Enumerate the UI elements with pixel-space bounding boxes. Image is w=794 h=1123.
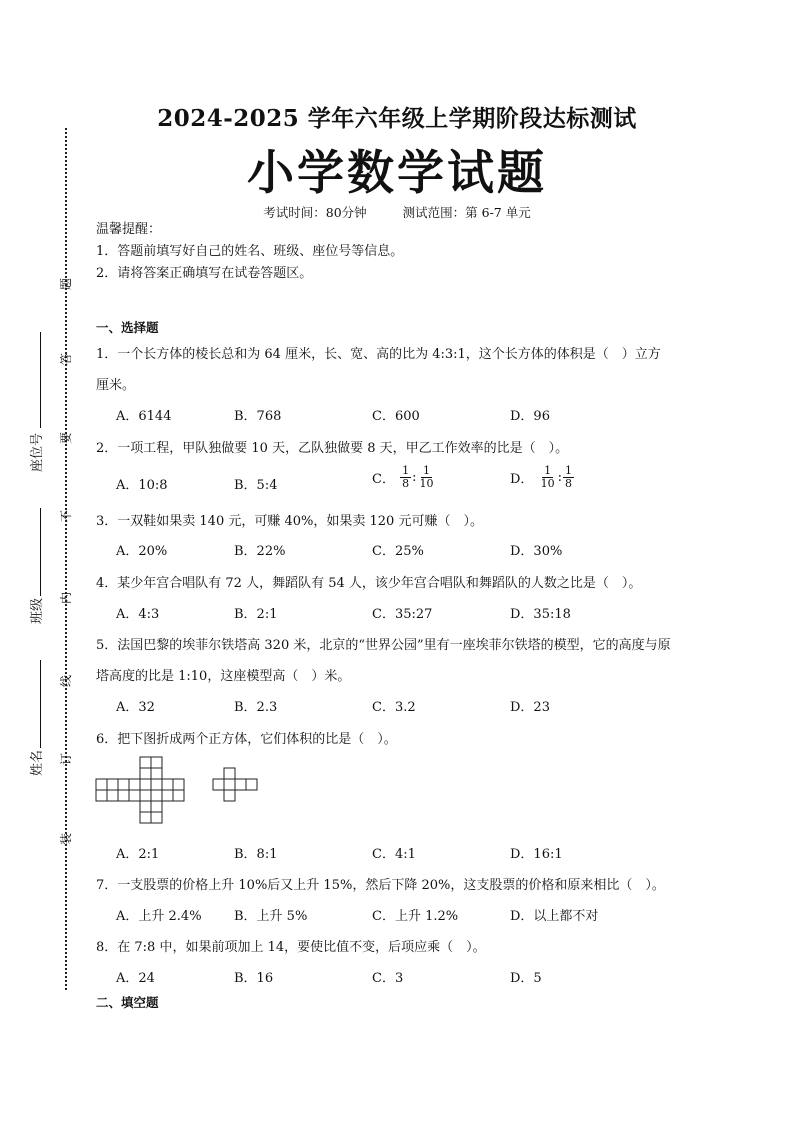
cube-net-figure: [95, 756, 265, 826]
question-stem: 3．一双鞋如果卖 140 元，可赚 40%，如果卖 120 元可赚（ ）。: [96, 514, 483, 529]
fold-char: 题: [59, 277, 73, 290]
notice-heading: 温馨提醒：: [96, 222, 162, 237]
fraction: [563, 465, 574, 490]
fold-char: 答: [59, 352, 73, 365]
option-c-letter: C．: [372, 472, 395, 487]
exam-title: 2024-2025 学年六年级上学期阶段达标测试: [157, 105, 637, 132]
seat-number-label: 座位号: [30, 432, 45, 472]
notice-item: 2．请将答案正确填写在试卷答题区。: [96, 266, 313, 281]
fold-char: 订: [59, 752, 73, 765]
fraction: [539, 465, 557, 490]
fold-char: 线: [59, 674, 73, 687]
fold-char: 不: [59, 509, 73, 522]
binding-dotted-line: [65, 128, 67, 990]
seat-number-line[interactable]: [40, 332, 41, 428]
notice-item: 1．答题前填写好自己的姓名、班级、座位号等信息。: [96, 244, 404, 259]
option-d[interactable]: D．5: [510, 971, 542, 986]
exam-range: 测试范围：第 6-7 单元: [402, 205, 531, 220]
option-d[interactable]: D．16:1: [510, 847, 563, 862]
option-d[interactable]: D．以上都不对: [510, 909, 599, 924]
fraction: [400, 465, 411, 490]
option-c[interactable]: C．35:27: [372, 607, 433, 622]
fraction-numerator: 1: [564, 464, 572, 477]
question-stem: 6．把下图折成两个正方体，它们体积的比是（ ）。: [96, 732, 397, 747]
question-stem: 2．一项工程，甲队独做要 10 天，乙队独做要 8 天，甲乙工作效率的比是（ ）。: [96, 441, 569, 456]
fold-char: 内: [59, 591, 73, 604]
question-stem: 8．在 7:8 中，如果前项加上 14，要使比值不变，后项应乘（ ）。: [96, 940, 486, 955]
option-a[interactable]: A．2:1: [116, 847, 160, 862]
option-a[interactable]: A．20%: [116, 544, 168, 559]
option-b[interactable]: B．22%: [234, 544, 286, 559]
question-stem-continued: 厘米。: [96, 378, 136, 393]
option-a[interactable]: A．32: [116, 700, 155, 715]
question-stem: 1．一个长方体的棱长总和为 64 厘米，长、宽、高的比为 4:3:1，这个长方体的体积是（ ）立方: [96, 347, 661, 362]
fraction: [417, 465, 435, 490]
option-b[interactable]: B．上升 5%: [234, 909, 308, 924]
option-d[interactable]: D．96: [510, 409, 550, 424]
question-stem: 4．某少年宫合唱队有 72 人，舞蹈队有 54 人，该少年宫合唱队和舞蹈队的人数之比是（ ）。: [96, 576, 642, 591]
ratio-colon: :: [412, 470, 417, 485]
option-a[interactable]: A．6144: [116, 409, 172, 424]
question-stem-continued: 塔高度的比是 1:10，这座模型高（ ）米。: [96, 669, 351, 684]
class-label: 班级: [30, 597, 45, 624]
option-b[interactable]: B．768: [234, 409, 282, 424]
option-a[interactable]: A．4:3: [116, 607, 160, 622]
option-c[interactable]: [372, 465, 436, 490]
option-c[interactable]: C．600: [372, 409, 420, 424]
section-title-fill: 二、填空题: [96, 995, 159, 1010]
option-d[interactable]: D．35:18: [510, 607, 571, 622]
option-c[interactable]: C．上升 1.2%: [372, 909, 459, 924]
option-b[interactable]: B．2.3: [234, 700, 278, 715]
question-stem: 5．法国巴黎的埃菲尔铁塔高 320 米，北京的“世界公园”里有一座埃菲尔铁塔的模型，它的高度与原: [96, 638, 671, 653]
name-label: 姓名: [30, 749, 45, 776]
option-b[interactable]: B．5:4: [234, 478, 278, 493]
option-c[interactable]: C．25%: [372, 544, 424, 559]
option-c[interactable]: C．3: [372, 971, 404, 986]
exam-subtitle: 小学数学试题: [247, 146, 547, 201]
class-line[interactable]: [40, 508, 41, 596]
option-d[interactable]: D．23: [510, 700, 550, 715]
option-c[interactable]: C．3.2: [372, 700, 416, 715]
option-d[interactable]: D．30%: [510, 544, 563, 559]
fraction-denominator: 8: [402, 477, 410, 490]
option-a[interactable]: A．上升 2.4%: [116, 909, 202, 924]
name-line[interactable]: [40, 660, 41, 748]
exam-info: [0, 203, 794, 221]
ratio-colon: :: [557, 470, 562, 485]
fraction-numerator: 1: [422, 464, 430, 477]
question-stem: 7．一支股票的价格上升 10%后又上升 15%，然后下降 20%，这支股票的价格和原来相比（ ）。: [96, 878, 665, 893]
fraction-denominator: 8: [564, 477, 572, 490]
option-b[interactable]: B．8:1: [234, 847, 278, 862]
fraction-denominator: 10: [540, 477, 555, 490]
option-d[interactable]: [510, 465, 575, 490]
fold-char: 要: [59, 431, 73, 444]
option-b[interactable]: B．2:1: [234, 607, 278, 622]
option-a[interactable]: A．24: [116, 971, 155, 986]
option-b[interactable]: B．16: [234, 971, 274, 986]
fraction-numerator: 1: [402, 464, 410, 477]
option-d-letter: D．: [510, 472, 534, 487]
section-title-choice: 一、选择题: [96, 320, 159, 335]
exam-time: 考试时间：80分钟: [263, 205, 367, 220]
fraction-numerator: 1: [544, 464, 552, 477]
option-a[interactable]: A．10:8: [116, 478, 168, 493]
fraction-denominator: 10: [419, 477, 434, 490]
option-c[interactable]: C．4:1: [372, 847, 416, 862]
fold-char: 装: [59, 832, 73, 845]
